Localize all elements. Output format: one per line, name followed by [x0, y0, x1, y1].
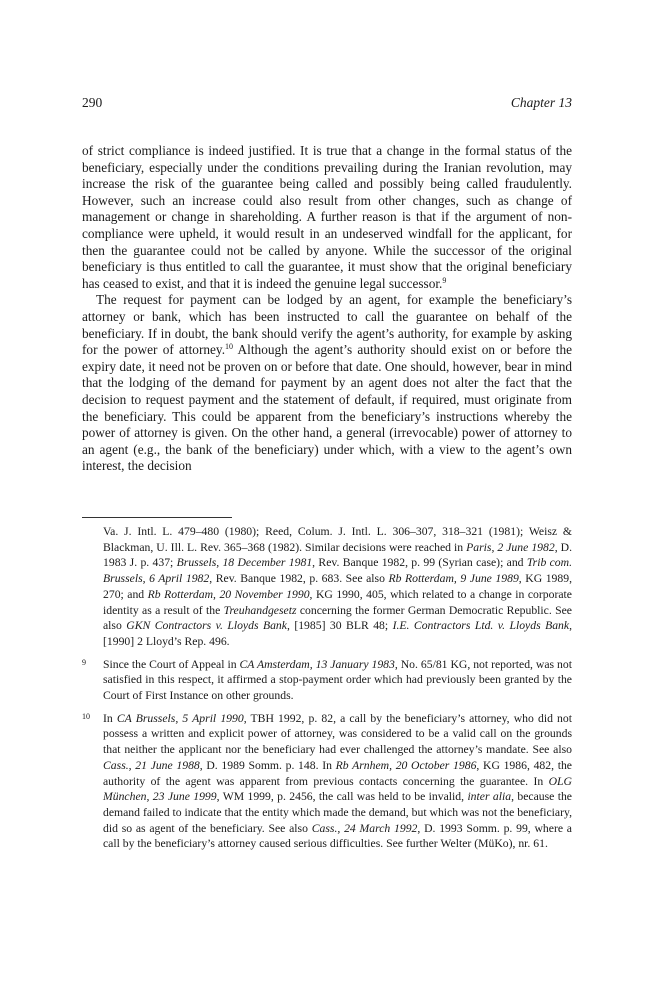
page-header	[82, 95, 572, 115]
running-head: Chapter 13	[510, 95, 572, 110]
italic-citation: Rb Rotterdam, 9 June 1989	[388, 572, 519, 586]
italic-citation: Rb Rotterdam, 20 November 1990	[147, 587, 310, 601]
footnote-number: 9	[82, 657, 86, 667]
text-run: concerning the former German Democratic Republic. See also	[103, 603, 572, 633]
text-run: , WM 1999, p. 2456, the call was held to be invalid,	[216, 790, 468, 804]
text-run: , D. 1993 Somm. p. 99, where a call by the beneficiary’s attorney caused serious difficulties. See further Welter (MüKo), nr. 61.	[103, 821, 572, 851]
text-run: , Rev. Banque 1982, p. 99 (Syrian case); and	[312, 556, 527, 570]
footnote-ref: 9	[442, 275, 447, 285]
italic-citation: I.E. Contractors Ltd. v. Lloyds Bank	[392, 619, 570, 633]
italic-citation: GKN Contractors v. Lloyds Bank	[126, 619, 287, 633]
text-run: , D. 1983 J. p. 437;	[103, 540, 572, 570]
text-run: , Rev. Banque 1982, p. 683. See also	[209, 572, 389, 586]
text-run: , because the demand failed to indicate that the entity which made the demand, but which was not the beneficiary, did so as agent of the beneficiary. See also	[103, 790, 572, 835]
italic-citation: Cass., 21 June 1988	[103, 758, 200, 772]
paragraph-2	[82, 292, 572, 475]
text-run: , [1985] 30 BLR 48;	[286, 619, 393, 633]
italic-citation: Paris, 2 June 1982	[466, 540, 555, 554]
text-run: , D. 1989 Somm. p. 148. In	[199, 758, 336, 772]
italic-citation: Brussels, 18 December 1981	[176, 556, 313, 570]
footnote-text	[103, 712, 572, 851]
text-run: The request for payment can be lodged by an agent, for example the beneficiary’s attorney or bank, which has been instructed to call the guarantee on behalf of the beneficiary. If in doubt, the bank should verify the agent’s authority, for example by asking for the power of attorney.	[82, 292, 572, 358]
text-run: , KG 1986, 482, the authority of the agent was apparent from previous contacts concerning the guarantee. In	[103, 758, 572, 788]
footnote-text	[103, 658, 572, 702]
italic-citation: CA Brussels, 5 April 1990	[116, 711, 244, 725]
italic-citation: inter alia	[467, 790, 512, 804]
text-run: , KG 1989, 270; and	[103, 572, 572, 601]
text-run: , TBH 1992, p. 82, a call by the beneficiary’s attorney, who did not possess a written and explicit power of attorney, was considered to be a valid call on the grounds that neither the applicant nor the beneficiary had ever challenged the attorney’s mandate. See also	[103, 711, 572, 757]
italic-citation: Cass., 24 March 1992	[311, 821, 418, 835]
footnotes	[82, 524, 572, 859]
italic-citation: OLG München, 23 June 1999	[103, 774, 572, 804]
footnote-9	[82, 657, 572, 704]
footnote-10	[82, 711, 572, 852]
italic-citation: CA Amsterdam, 13 January 1983	[239, 657, 395, 671]
text-run: , No. 65/81 KG, not reported, was not satisfied in this respect, it affirmed a stop-payment order which had previously been granted by the Court of First Instance on other grounds.	[103, 657, 572, 703]
text-run: Although the agent’s authority should exist on or before the expiry date, it need not be proven on or before that date. One should, however, bear in mind that the lodging of the demand for payment by an agent does not alter the fact that the decision to request payment and the statement of default, if required, must originate from the beneficiary. This could be apparent from the beneficiary’s instructions whereby the power of attorney is given. On the other hand, a general (irrevocable) power of attorney to an agent (e.g., the bank of the beneficiary) under which, with a view to the agent’s own interest, the decision	[82, 342, 572, 474]
italic-citation: Treuhandgesetz	[223, 603, 297, 617]
page-number: 290	[82, 95, 103, 110]
text-run: , KG 1990, 405, which related to a change in corporate identity as a result of the	[103, 587, 572, 617]
text-run: , [1990] 2 Lloyd’s Rep. 496.	[103, 619, 573, 648]
paragraph-1	[82, 143, 572, 292]
text-run: Since the Court of Appeal in	[103, 657, 240, 671]
footnote-text	[103, 525, 572, 648]
text-run: Va. J. Intl. L. 479–480 (1980); Reed, Colum. J. Intl. L. 306–307, 318–321 (1981); Weisz & Blackman, U. Ill. L. Rev. 365–368 (1982). Similar decisions were reached in	[103, 525, 572, 554]
italic-citation: Trib com. Brussels, 6 April 1982	[103, 556, 573, 586]
footnote-ref: 10	[225, 342, 234, 352]
main-text	[82, 143, 572, 475]
footnote-continued	[82, 524, 572, 650]
italic-citation: Rb Arnhem, 20 October 1986	[335, 758, 477, 772]
footnote-number: 10	[82, 711, 90, 721]
text-run: In	[103, 711, 117, 725]
text-run: of strict compliance is indeed justified. It is true that a change in the formal status of the beneficiary, especially under the conditions prevailing during the Iranian revolution, may increase the risk of the guarantee being called and possibly being called fraudulently. However, such an increase could also result from other changes, such as change of management or change in shareholding. A further reason is that if the argument of non-compliance were upheld, it would result in an undeserved windfall for the applicant, for then the guarantee could not be called by anyone. While the successor of the original beneficiary is thus entitled to call the guarantee, it must show that the original beneficiary has ceased to exist, and that it is indeed the genuine legal successor.	[82, 143, 572, 291]
footnote-separator	[82, 517, 232, 518]
